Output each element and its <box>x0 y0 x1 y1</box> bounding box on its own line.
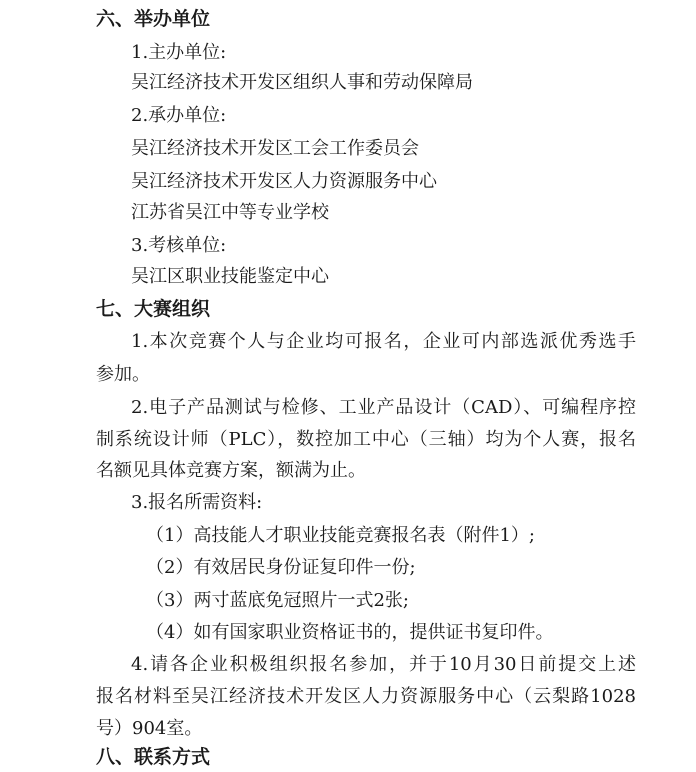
assessment-unit-text: 吴江区职业技能鉴定中心 <box>131 266 329 287</box>
section-heading-competition: 七、大赛组织 <box>96 298 211 320</box>
material-item-2: （2）有效居民身份证复印件一份; <box>146 557 416 578</box>
competition-item-4-line-2: 报名材料至吴江经济技术开发区人力资源服务中心（云梨路1028 <box>96 686 636 707</box>
organizer-unit-2: 吴江经济技术开发区人力资源服务中心 <box>131 171 437 192</box>
organizer-unit-3: 江苏省吴江中等专业学校 <box>131 202 329 223</box>
competition-item-2-line-2: 制系统设计师（PLC），数控加工中心（三轴）均为个人赛，报名 <box>96 429 636 450</box>
competition-item-1-line-1: 1.本次竞赛个人与企业均可报名，企业可内部选派优秀选手 <box>131 331 636 352</box>
competition-item-2-line-3: 名额见具体竞赛方案，额满为止。 <box>96 460 366 481</box>
host-unit-label: 1.主办单位: <box>131 42 227 63</box>
section-heading-contact: 八、联系方式 <box>96 746 211 768</box>
material-item-4: （4）如有国家职业资格证书的，提供证书复印件。 <box>146 622 554 643</box>
material-item-1: （1）高技能人才职业技能竞赛报名表（附件1）; <box>146 525 535 546</box>
assessment-unit-label: 3.考核单位: <box>131 235 227 256</box>
competition-item-2-line-1: 2.电子产品测试与检修、工业产品设计（CAD）、可编程序控 <box>131 397 636 418</box>
organizer-unit-label: 2.承办单位: <box>131 105 227 126</box>
required-materials-label: 3.报名所需资料: <box>131 492 263 513</box>
competition-item-4-line-3: 号）904室。 <box>96 718 203 739</box>
material-item-3: （3）两寸蓝底免冠照片一式2张; <box>146 590 409 611</box>
host-unit-text: 吴江经济技术开发区组织人事和劳动保障局 <box>131 72 473 93</box>
organizer-unit-1: 吴江经济技术开发区工会工作委员会 <box>131 138 419 159</box>
competition-item-1-line-2: 参加。 <box>96 364 150 385</box>
section-heading-organizers: 六、举办单位 <box>96 8 211 30</box>
competition-item-4-line-1: 4.请各企业积极组织报名参加，并于10月30日前提交上述 <box>131 654 636 675</box>
